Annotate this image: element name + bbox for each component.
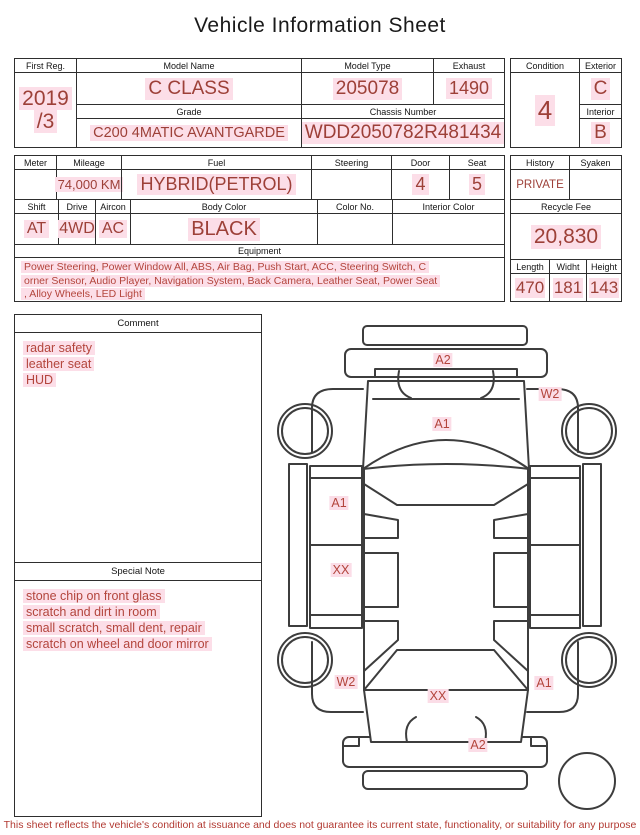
fuel-value: HYBRID(PETROL) xyxy=(137,174,295,195)
comment-line-3: HUD xyxy=(23,373,56,387)
door-label: Door xyxy=(392,156,449,170)
aircon-cell xyxy=(95,200,130,244)
first-reg-year: 2019 xyxy=(19,87,72,110)
mileage-table xyxy=(14,155,505,200)
special-note-line xyxy=(23,588,253,604)
left-front-window xyxy=(364,514,398,538)
width-label: Widht xyxy=(550,260,586,274)
exhaust-label: Exhaust xyxy=(434,59,504,73)
history-label: History xyxy=(511,156,569,170)
seat-label: Seat xyxy=(450,156,504,170)
syaken-value xyxy=(570,170,621,199)
drivetrain-table xyxy=(14,199,505,245)
exterior-cell xyxy=(579,59,621,104)
diagram-label-xx-4: XX xyxy=(332,563,350,577)
rear-left-wheel xyxy=(278,633,332,687)
first-reg-cell xyxy=(15,59,76,147)
front-bumper-lip xyxy=(375,369,517,377)
equipment-line-2: orner Sensor, Audio Player, Navigation System, Back Camera, Leather Seat, Power Seat xyxy=(21,275,440,287)
syaken-label: Syaken xyxy=(570,156,621,170)
condition-table xyxy=(510,58,622,148)
rear-left-wheel-inner xyxy=(282,637,328,683)
right-quarter-window xyxy=(494,621,528,671)
condition-cell xyxy=(511,59,579,147)
steering-value xyxy=(312,170,391,199)
interior-color-label: Interior Color xyxy=(393,200,504,214)
special-note-line xyxy=(23,604,253,620)
model-name-value: C CLASS xyxy=(145,78,232,100)
meter-value xyxy=(15,170,56,199)
color-no-value xyxy=(318,214,392,244)
equipment-line xyxy=(21,261,498,275)
right-headlight-arc xyxy=(481,371,494,398)
exhaust-cell xyxy=(433,59,504,104)
condition-value-wrap xyxy=(511,73,579,147)
drive-cell xyxy=(58,200,95,244)
model-type-value: 205078 xyxy=(333,78,402,100)
interior-cell xyxy=(579,104,621,147)
comment-line xyxy=(23,340,253,356)
equipment-line-1: Power Steering, Power Window All, ABS, Air Bag, Push Start, ACC, Steering Switch, C xyxy=(21,261,429,273)
disclaimer-text: This sheet reflects the vehicle's condition at issuance and does not guarantee its current state, functionality, or suitability for any purpose xyxy=(3,819,637,831)
right-rear-window xyxy=(494,553,528,607)
grade-value: C200 4MATIC AVANTGARDE xyxy=(90,125,288,141)
height-value: 143 xyxy=(589,277,619,297)
equipment-cell xyxy=(15,245,504,301)
condition-label: Condition xyxy=(511,59,579,73)
comment-line-2: leather seat xyxy=(23,357,94,371)
special-note-box xyxy=(14,562,262,817)
interior-value: B xyxy=(591,122,610,144)
first-reg-value xyxy=(15,73,76,147)
chassis-number-value: WDD2050782R481434 xyxy=(302,122,504,144)
shift-value-wrap xyxy=(15,214,58,244)
special-note-line-1: stone chip on front glass xyxy=(23,589,165,603)
recycle-fee-label: Recycle Fee xyxy=(511,200,621,214)
exterior-value-wrap xyxy=(580,73,621,104)
aircon-label: Aircon xyxy=(96,200,130,214)
grade-label: Grade xyxy=(77,105,301,119)
left-rear-window xyxy=(364,553,398,607)
chassis-number-label: Chassis Number xyxy=(302,105,504,119)
diagram-label-a1-3: A1 xyxy=(331,496,347,510)
comment-line xyxy=(23,372,253,388)
front-right-wheel xyxy=(562,404,616,458)
left-rocker-panel xyxy=(289,464,307,626)
meter-cell xyxy=(15,156,56,199)
model-type-value-wrap xyxy=(302,73,433,104)
aircon-value-wrap xyxy=(96,214,130,244)
drive-value-wrap xyxy=(59,214,95,244)
diagram-label-w2-5: W2 xyxy=(336,675,356,689)
special-note-text xyxy=(15,581,261,816)
length-label: Length xyxy=(511,260,549,274)
comment-label: Comment xyxy=(15,315,261,333)
grade-value-wrap xyxy=(77,119,301,147)
recycle-fee-cell xyxy=(511,200,621,259)
mileage-value-wrap xyxy=(57,170,121,199)
interior-color-cell xyxy=(392,200,504,244)
rear-right-wheel xyxy=(562,633,616,687)
special-note-line xyxy=(23,620,253,636)
steering-label: Steering xyxy=(312,156,391,170)
shift-label: Shift xyxy=(15,200,58,214)
length-value-wrap xyxy=(511,274,549,301)
special-note-cell xyxy=(15,563,261,816)
width-value: 181 xyxy=(553,277,583,297)
length-value: 470 xyxy=(515,277,545,297)
condition-value: 4 xyxy=(535,95,555,126)
height-value-wrap xyxy=(587,274,621,301)
model-name-cell xyxy=(76,59,301,104)
front-left-wheel-inner xyxy=(282,408,328,454)
color-no-label: Color No. xyxy=(318,200,392,214)
fuel-label: Fuel xyxy=(122,156,311,170)
exterior-value: C xyxy=(591,78,611,100)
shift-cell xyxy=(15,200,58,244)
diagram-label-xx-7: XX xyxy=(429,689,447,703)
front-right-wheel-inner xyxy=(566,408,612,454)
roof-front-edge xyxy=(364,484,528,505)
rear-lower-strip xyxy=(363,771,527,789)
front-left-fender xyxy=(312,389,363,452)
history-value: PRIVATE xyxy=(516,178,564,191)
body-color-value: BLACK xyxy=(188,218,260,241)
history-cell xyxy=(511,156,569,199)
equipment-line-3: , Alloy Wheels, LED Light xyxy=(21,288,145,300)
interior-value-wrap xyxy=(580,119,621,147)
height-label: Height xyxy=(587,260,621,274)
right-door-dividers xyxy=(530,478,580,615)
history-table xyxy=(510,155,622,200)
left-quarter-window xyxy=(364,621,398,671)
equipment-label: Equipment xyxy=(15,245,504,258)
seat-value-wrap xyxy=(450,170,504,199)
mileage-cell xyxy=(56,156,121,199)
mileage-label: Mileage xyxy=(57,156,121,170)
steering-cell xyxy=(311,156,391,199)
equipment-line xyxy=(21,288,498,302)
special-note-line-4: scratch on wheel and door mirror xyxy=(23,637,212,651)
exhaust-value-wrap xyxy=(434,73,504,104)
door-value-wrap xyxy=(392,170,449,199)
comment-cell xyxy=(15,315,261,562)
syaken-cell xyxy=(569,156,621,199)
fuel-cell xyxy=(121,156,311,199)
door-cell xyxy=(391,156,449,199)
special-note-line xyxy=(23,636,253,652)
seat-value: 5 xyxy=(469,174,485,195)
left-door-strip xyxy=(310,466,362,628)
width-cell xyxy=(549,260,586,301)
rear-right-wheel-inner xyxy=(566,637,612,683)
windshield-bottom-arc xyxy=(363,464,529,469)
aircon-value: AC xyxy=(99,220,127,238)
model-name-value-wrap xyxy=(77,73,301,104)
recycle-fee-value: 20,830 xyxy=(531,225,601,249)
dimensions-table xyxy=(510,259,622,302)
history-value-wrap xyxy=(511,170,569,199)
color-no-cell xyxy=(317,200,392,244)
equipment-line xyxy=(21,275,498,289)
first-reg-label: First Reg. xyxy=(15,59,76,73)
interior-label: Interior xyxy=(580,105,621,119)
drive-label: Drive xyxy=(59,200,95,214)
equipment-text xyxy=(15,258,504,305)
diagram-label-a2-0: A2 xyxy=(435,353,451,367)
mileage-value: 74,000 KM xyxy=(55,177,124,192)
vehicle-main-table xyxy=(14,58,505,148)
meter-label: Meter xyxy=(15,156,56,170)
body-color-cell xyxy=(130,200,317,244)
special-note-label: Special Note xyxy=(15,563,261,581)
body-color-label: Body Color xyxy=(131,200,317,214)
front-grille-strip xyxy=(363,326,527,345)
comment-line xyxy=(23,356,253,372)
comment-text xyxy=(15,333,261,562)
recycle-fee-table xyxy=(510,199,622,260)
recycle-fee-value-wrap xyxy=(511,214,621,259)
body-color-value-wrap xyxy=(131,214,317,244)
special-note-line-3: small scratch, small dent, repair xyxy=(23,621,205,635)
diagram-label-a1-6: A1 xyxy=(536,676,552,690)
exterior-label: Exterior xyxy=(580,59,621,73)
height-cell xyxy=(586,260,621,301)
comment-line-1: radar safety xyxy=(23,341,95,355)
page-title: Vehicle Information Sheet xyxy=(194,14,446,37)
right-front-window xyxy=(494,514,528,538)
seat-cell xyxy=(449,156,504,199)
chassis-number-cell xyxy=(301,104,504,147)
grade-cell xyxy=(76,104,301,147)
equipment-table xyxy=(14,244,505,302)
right-door-strip xyxy=(530,466,580,628)
fuel-value-wrap xyxy=(122,170,311,199)
front-left-wheel xyxy=(278,404,332,458)
drive-value: 4WD xyxy=(59,220,95,237)
diagram-label-w2-1: W2 xyxy=(540,387,560,401)
diagram-label-a2-8: A2 xyxy=(470,738,486,752)
diagram-label-a1-2: A1 xyxy=(434,417,450,431)
shift-value: AT xyxy=(24,220,49,238)
door-value: 4 xyxy=(412,174,428,195)
exhaust-value: 1490 xyxy=(446,78,492,99)
special-note-line-2: scratch and dirt in room xyxy=(23,605,160,619)
width-value-wrap xyxy=(550,274,586,301)
car-diagram xyxy=(262,312,622,817)
model-type-cell xyxy=(301,59,433,104)
spare-tire xyxy=(559,753,615,809)
model-type-label: Model Type xyxy=(302,59,433,73)
chassis-number-value-wrap xyxy=(302,119,504,147)
model-name-label: Model Name xyxy=(77,59,301,73)
comment-box xyxy=(14,314,262,563)
right-rocker-panel xyxy=(583,464,601,626)
left-headlight-arc xyxy=(398,371,411,398)
interior-color-value xyxy=(393,214,504,244)
length-cell xyxy=(511,260,549,301)
rear-window xyxy=(364,650,528,690)
cabin-rails xyxy=(364,469,528,690)
first-reg-month: /3 xyxy=(34,110,58,133)
